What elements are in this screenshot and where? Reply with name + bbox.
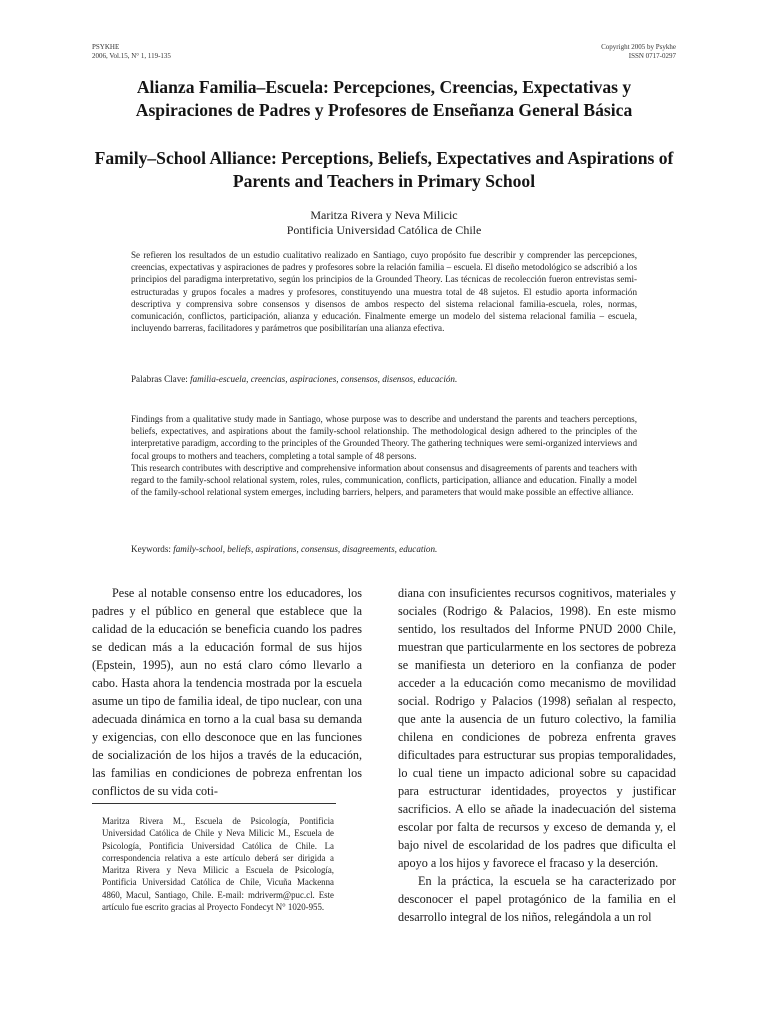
keywords-english [131, 543, 637, 555]
keywords-label-es: Palabras Clave: [131, 374, 188, 384]
body-left-column: Pese al notable consenso entre los educadores, los padres y el público en general que establece que la calidad de la educación se beneficia cuando los padres se dedican más a la educación formal de sus hijos (Epstein, 1995), aun no está claro cómo llevarlo a cabo. Hasta ahora la tendencia mostrada por la escuela asume un tipo de familia ideal, de tipo nuclear, con una adecuada dinámica en torno a la cual basa su demanda y exigencias, con ello desconoce que en las funciones de socialización de los hijos a través de la educación, las familias en condiciones de pobreza enfrentan los conflictos de su vida coti- [92, 586, 362, 798]
footnote-divider [92, 803, 336, 804]
abstract-english-paragraph-2: This research contributes with descriptive and comprehensive information about consensus and disagreements of parents and teachers with regard to the family-school relational system, roles, rules, communication, conflicts, participation, alliance and education. Finally a model of the family-school relational system emerges, including barriers, helpers, and parameters that would make possible an effective alliance. [131, 462, 637, 498]
issn: ISSN 0717-0297 [628, 52, 676, 60]
abstract-english [131, 413, 637, 498]
title-english: Family–School Alliance: Perceptions, Beliefs, Expectatives and Aspirations of Parents and Teachers in Primary School [94, 148, 674, 191]
keywords-terms-en: family-school, beliefs, aspirations, consensus, disagreements, education. [173, 544, 438, 554]
title-spanish: Alianza Familia–Escuela: Percepciones, Creencias, Expectativas y Aspiraciones de Padres y Profesores de Enseñanza General Básica [135, 77, 633, 120]
keywords-terms-es: familia-escuela, creencias, aspiraciones, consensos, disensos, educación. [190, 374, 458, 384]
running-header-left [92, 43, 292, 61]
author-names: Maritza Rivera y Neva Milicic [310, 208, 458, 222]
journal-name: PSYKHE [92, 43, 120, 51]
body-paragraph: diana con insuficientes recursos cognitivos, materiales y sociales (Rodrigo & Palacios, 1998). En este mismo sentido, los resultados del Informe PNUD 2000 Chile, muestran que particularmente en los sectores de pobreza se manifiesta un deterioro en la confianza de poder acceder a la educación como mecanismo de movilidad social. Rodrigo y Palacios (1998) señalan al respecto, que ante la ausencia de un futuro colectivo, la familia chilena en condiciones de pobreza enfrenta graves dificultades para estructurar sus propias temporalidades, lo cual tiene un impacto adicional sobre su capacidad para estructurar identidades, proyectos y justificar sacrificios. A ello se añade la inadecuación del sistema escolar por falta de recursos y exceso de demanda y, el bajo nivel de escolaridad de los padres que dificulta el apoyo a los hijos y favorece el fracaso y la deserción. [398, 586, 676, 870]
keywords-spanish [131, 373, 637, 385]
abstract-english-paragraph-1: Findings from a qualitative study made in Santiago, whose purpose was to describe and understand the parents and teachers perceptions, beliefs, expectatives, and aspirations about the family-school relationship. The methodological design adhered to the principles of the interpretative paradigm, according to the principles of the Grounded Theory. The gathering techniques were semi-organized interviews and focal groups to mothers and teachers, completing a total sample of 48 persons. [131, 414, 637, 461]
running-header-right [476, 43, 676, 61]
copyright-notice: Copyright 2005 by Psykhe [601, 43, 676, 51]
body-right-column [398, 584, 676, 926]
abstract-spanish: Se refieren los resultados de un estudio cualitativo realizado en Santiago, cuyo propósito fue describir y comprender las percepciones, creencias, expectativas y aspiraciones de padres y profesores sobre la relación familia – escuela. El diseño metodológico se adscribió a los principios del paradigma interpretativo, según los principios de la Grounded Theory. Las técnicas de recolección fueron entrevistas semi-estructuradas y grupos focales a madres y profesores, constituyendo una muestra total de 48 sujetos. El estudio aporta información descriptiva y comprensiva sobre consensos y disensos de ambos respecto del sistema relacional familia-escuela, roles, normas, comunicación, conflictos, participación, alianza y educación. Finalmente emerge un modelo del sistema relacional familia – escuela, incluyendo barreras, facilitadores y parámetros que posibilitarían una alianza efectiva. [131, 250, 637, 334]
keywords-label-en: Keywords: [131, 544, 171, 554]
volume-info: 2006, Vol.15, N° 1, 119-135 [92, 52, 171, 60]
author-block [92, 208, 676, 238]
author-footnote: Maritza Rivera M., Escuela de Psicología, Pontificia Universidad Católica de Chile y Neva Milicic M., Escuela de Psicología, Pontificia Universidad Católica de Chile. La correspondencia relativa a este artículo deberá ser dirigida a Maritza Rivera y Neva Milicic a Escuela de Psicología, Pontificia Universidad Católica de Chile, Vicuña Mackenna 4860, Macul, Santiago, Chile. E-mail: mdriverm@puc.cl. Este artículo fue escrito gracias al Proyecto Fondecyt N° 1020-955. [102, 816, 334, 913]
body-paragraph: En la práctica, la escuela se ha caracterizado por desconocer el papel protagónico de la familia en el desarrollo integral de los niños, relegándola a un rol [398, 874, 676, 924]
author-affiliation: Pontificia Universidad Católica de Chile [286, 223, 482, 237]
